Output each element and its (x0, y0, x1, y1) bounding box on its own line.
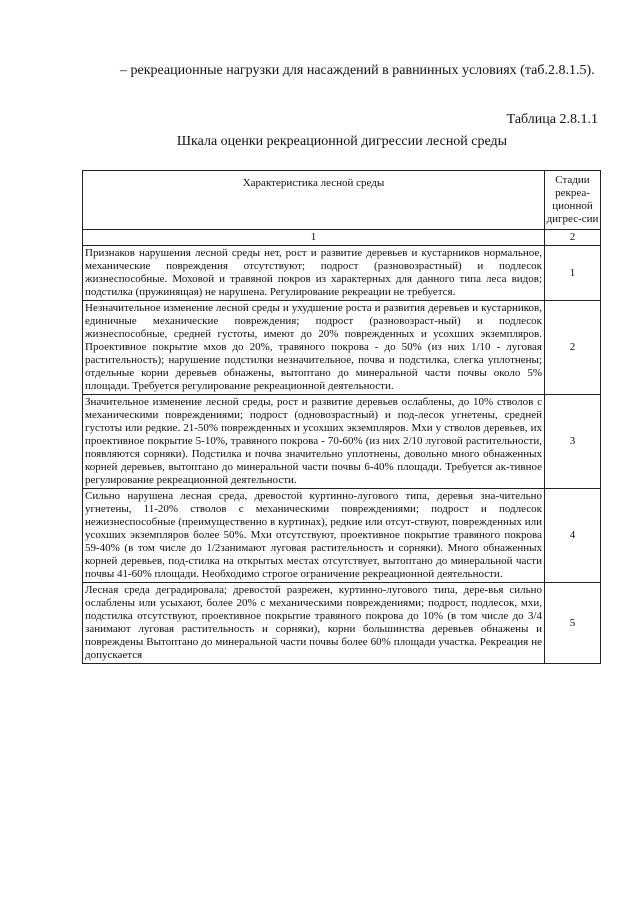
row-characteristic: Лесная среда деградировала; древостой разрежен, куртинно-лугового типа, дере-вья сильно ослаблены или усыхают, более 20% с механическими повреждениями; подрост, подлесок, мхи, подстилка отсутствуют, проективное покрытие травяного покрова до 10% (в том числе до 3/4 занимают луговая растительность и сорняки), корни большинства деревьев обнажены и повреждены Вытоптано до минеральной части почвы более 60% площади участка. Рекреация не допускается (83, 583, 545, 664)
header-stages: Стадии рекреа-ционной дигрес-сии (545, 171, 601, 230)
row-characteristic: Признаков нарушения лесной среды нет, рост и развитие деревьев и кустарников нормальное, механические повреждения отсутствуют; подрост (разновозрастный) и подлесок жизнеспособные. Моховой и травяной покров из характерных для данного типа леса видов; подстилка (пружинящая) не нарушена. Регулирование рекреации не требуется. (83, 246, 545, 301)
table-row (83, 583, 601, 664)
table-row (83, 246, 601, 301)
table-title: Шкала оценки рекреационной дигрессии лесной среды (176, 134, 508, 149)
intro-text: – рекреационные нагрузки для насаждений в равнинных условиях (таб.2.8.1.5). (120, 63, 595, 78)
row-characteristic: Незначительное изменение лесной среды и ухудшение роста и развития деревьев и кустарников, единичные механические повреждения; подрост (разновозраст-ный) и подлесок жизнеспособные, средней густоты, имеют до 20% поврежденных и усохших экземпляров. Проективное покрытие мхов до 20%, травяного покрова - до 50% (из них 1/10 - луговая растительность); нарушение подстилки незначительное, почва и подстилка, слегка уплотнены; отдельные корни деревьев обнажены, вытоптано до минеральной части почвы около 5% площади. Требуется регулирование рекреационной деятельности. (83, 301, 545, 395)
row-characteristic: Сильно нарушена лесная среда, древостой куртинно-лугового типа, деревья зна-чительно угнетены, 11-20% стволов с механическими повреждениями; подрост и подлесок нежизнеспособные (преимущественно в куртинах), редкие или отсут-ствуют, поврежденных или усохших экземпляров более 50%. Мхи отсутствуют, проективное покрытие травяного покрова 59-40% (в том числе до 1/2занимают луговая растительность и сорняки). Много обнаженных корней деревьев, под-стилка на открытых местах отсутствует, вытоптано до минеральной части почвы 41-60% площади. Необходимо строгое ограничение рекреационной деятельности. (83, 489, 545, 583)
row-characteristic: Значительное изменение лесной среды, рост и развитие деревьев ослаблены, до 10% стволов с механическими повреждениями; подрост (одновозрастный) и под-лесок угнетены, средней густоты или редкие. 21-50% поврежденных и усохших экземпляров. Мхи у стволов деревьев, их проективное покрытие 5-10%, травяного покрова - 70-60% (из них 2/10 луговой растительности, появляются сорняки). Подстилка и почва значительно уплотнены, довольно много обнаженных корней деревьев, вытоптано до минеральной части почвы 6-40% площади. Требуется ак-тивное регулирование рекреационной деятельности. (83, 395, 545, 489)
table-row (83, 489, 601, 583)
row-stage: 5 (545, 583, 601, 664)
row-stage: 2 (545, 301, 601, 395)
row-stage: 4 (545, 489, 601, 583)
column-number-2: 2 (545, 230, 601, 246)
table-number: Таблица 2.8.1.1 (506, 112, 598, 127)
header-row (83, 171, 601, 230)
intro-paragraph (86, 58, 598, 83)
column-number-row (83, 230, 601, 246)
table-row (83, 395, 601, 489)
header-characteristic: Характеристика лесной среды (83, 171, 545, 230)
column-number-1: 1 (83, 230, 545, 246)
table-row (83, 301, 601, 395)
digression-table (82, 170, 601, 664)
row-stage: 3 (545, 395, 601, 489)
row-stage: 1 (545, 246, 601, 301)
